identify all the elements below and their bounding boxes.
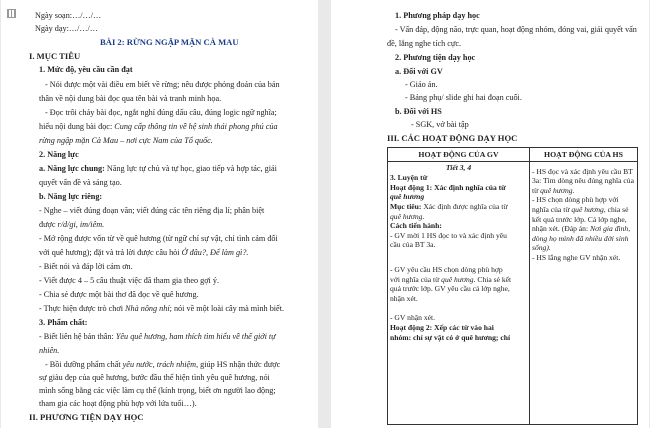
text-run-italic: yêu nước, trách nhiệm bbox=[122, 360, 197, 369]
objective-line: rừng ngập mặn Cà Mau – nơi cực Nam của Tổ quốc. bbox=[39, 136, 213, 145]
heading-for-student: b. Đối với HS bbox=[395, 107, 442, 116]
student-activity-cell bbox=[530, 161, 638, 424]
teacher-activity-text bbox=[390, 173, 527, 342]
text-run: từ bbox=[532, 185, 541, 195]
text-run: Mục tiêu: bbox=[390, 201, 422, 211]
competency-specific-label: b. Năng lực riêng: bbox=[39, 192, 103, 201]
text-run: Cách tiến hành: bbox=[390, 221, 442, 231]
teacher-activity-line bbox=[390, 173, 527, 183]
text-run: nhận xét. (Đáp án: bbox=[532, 224, 590, 234]
text-run: nhận xét. bbox=[390, 293, 418, 303]
teacher-activity-line bbox=[390, 323, 527, 333]
heading-teaching-aids: 2. Phương tiện dạy học bbox=[395, 53, 476, 62]
text-run: quả trước lớp. GV yêu cầu cả lớp nghe, bbox=[390, 284, 510, 294]
lesson-title: BÀI 2: RỪNG NGẬP MẶN CÀ MAU bbox=[100, 37, 239, 47]
text-run: - Bồi dưỡng phẩm chất bbox=[45, 360, 123, 369]
competency-line: - Viết được 4 – 5 câu thuật việc đã tham gia theo gợi ý. bbox=[39, 276, 220, 285]
text-run: - HS lắng nghe GV nhận xét. bbox=[532, 252, 621, 262]
competency-line: quyết vấn đề và sáng tạo. bbox=[39, 178, 122, 187]
quality-line: nhiên. bbox=[39, 346, 60, 355]
teacher-activity-line bbox=[390, 313, 527, 323]
text-run: kết quả trước lớp. Cả lớp nghe, bbox=[532, 214, 627, 224]
text-run-italic: Yêu quê hương, ham thích tìm hiểu về thế giới tự bbox=[115, 332, 276, 341]
text-run: dòng họ mình đã nhiều đời sinh bbox=[532, 233, 629, 243]
text-run: với nghĩa của từ bbox=[390, 274, 442, 284]
text-run: 3a: Tìm dòng nêu đúng nghĩa của bbox=[532, 176, 634, 186]
text-run: - HS đọc và xác định yêu cầu BT bbox=[532, 166, 633, 176]
text-run: sống). bbox=[532, 243, 551, 253]
table-row bbox=[388, 161, 638, 424]
quality-line bbox=[45, 360, 280, 370]
teacher-activity-line bbox=[390, 221, 527, 231]
student-activity-line bbox=[532, 205, 635, 215]
section-heading-objectives: I. MỤC TIÊU bbox=[29, 51, 81, 61]
text-run: Hoạt động 2: Xếp các từ vào hai bbox=[390, 322, 494, 332]
teacher-activity-line bbox=[390, 231, 527, 241]
section-heading-activities: III. CÁC HOẠT ĐỘNG DẠY HỌC bbox=[387, 133, 518, 143]
text-run: - Thực hiện được trò chơi bbox=[39, 304, 126, 313]
activities-table bbox=[387, 147, 638, 425]
teacher-activity-line bbox=[390, 265, 527, 275]
heading-for-teacher: a. Đối với GV bbox=[395, 67, 443, 76]
competency-line: - Biết nói và đáp lời cảm ơn. bbox=[39, 262, 133, 271]
teacher-activity-line bbox=[390, 240, 527, 250]
objective-line: hiểu nội dung bài đọc: Cung cấp thông tin về hệ sinh thái phong phú của bbox=[39, 122, 278, 131]
teacher-activity-line bbox=[390, 192, 527, 202]
text-run: nhóm: chỉ sự vật có ở quê hương; chỉ bbox=[390, 332, 511, 342]
teacher-activity-line bbox=[390, 275, 527, 285]
objective-line: - Đọc trôi chảy bài đọc, ngắt nghỉ đúng dấu câu, đúng logic ngữ nghĩa; bbox=[45, 108, 277, 117]
competency-line bbox=[39, 304, 284, 314]
column-header-student: HOẠT ĐỘNG CỦA HS bbox=[530, 148, 638, 162]
objective-line: thân về nội dung bài đọc qua tên bài và tranh minh họa. bbox=[39, 94, 222, 103]
teacher-activity-line bbox=[390, 284, 527, 294]
competency-line bbox=[39, 248, 248, 258]
subsection-heading-competency: 2. Năng lực bbox=[39, 150, 79, 159]
text-run: - Biết liên hệ bản thân: bbox=[39, 332, 116, 341]
text-run: nghĩa của từ bbox=[532, 204, 572, 214]
text-run: với quê hương); đặt và trả lời được câu hỏi bbox=[39, 248, 182, 257]
text-run-italic: Nhà nông nhí bbox=[125, 304, 170, 313]
text-run: chia sẻ bbox=[605, 204, 629, 214]
objective-line: - Nói được một vài điều em biết về rừng; nêu được phỏng đoán của bản bbox=[45, 80, 280, 89]
text-run: 3. Luyện từ bbox=[390, 173, 428, 183]
text-run: Chia sẻ kết bbox=[475, 274, 512, 284]
text-run: - GV mời 1 HS đọc to và xác định yêu bbox=[390, 230, 507, 240]
methods-line: đề, lắng nghe tích cực. bbox=[387, 39, 462, 48]
text-run: cầu của BT 3a. bbox=[390, 240, 436, 250]
teacher-activity-line bbox=[390, 333, 527, 343]
text-run: Xác định được nghĩa của từ bbox=[421, 201, 508, 211]
competency-line bbox=[39, 220, 104, 230]
competency-general-text: Năng lực tự chủ và tự học, giao tiếp và hợp tác, giải bbox=[104, 164, 277, 173]
quality-line: tham gia các hoạt động phù hợp với lứa tuổi…). bbox=[39, 399, 197, 408]
student-activity-line bbox=[532, 243, 635, 253]
competency-line: - Chia sẻ được một bài thơ đã đọc về quê hương. bbox=[39, 290, 199, 299]
text-run: quê hương bbox=[390, 192, 425, 202]
quality-line bbox=[39, 332, 276, 342]
teacher-activity-line bbox=[390, 202, 527, 212]
teacher-activity-line bbox=[390, 212, 527, 222]
text-run: ; nói về một loài cây mà mình biết. bbox=[169, 304, 285, 313]
table-header-row bbox=[388, 148, 638, 162]
text-run: quê hương. bbox=[390, 211, 425, 221]
text-run-italic: r/d/gi, im/iêm. bbox=[57, 220, 105, 229]
right-page bbox=[331, 0, 649, 428]
competency-general bbox=[39, 164, 277, 174]
student-activity-line bbox=[532, 167, 635, 177]
student-activity-line bbox=[532, 224, 635, 234]
student-activity-line bbox=[532, 176, 635, 186]
competency-general-label: a. Năng lực chung: bbox=[39, 164, 105, 173]
subsection-heading-qualities: 3. Phẩm chất: bbox=[39, 318, 88, 327]
date-teach: Ngày dạy:…/…/… bbox=[35, 24, 98, 33]
teacher-aid-item: - Giáo án. bbox=[405, 80, 438, 89]
quality-line: sự giàu đẹp của quê hương, bước đầu thể hiện tình yêu quê hương, nói bbox=[39, 373, 270, 382]
text-run: Hoạt động 1: Xác định nghĩa của từ bbox=[390, 182, 506, 192]
heading-methods: 1. Phương pháp dạy học bbox=[395, 11, 480, 20]
student-aid-item: - SGK, vở bài tập bbox=[411, 120, 469, 129]
text-run: được bbox=[39, 220, 58, 229]
column-header-teacher: HOẠT ĐỘNG CỦA GV bbox=[388, 148, 530, 162]
methods-line: - Vấn đáp, động não, trực quan, hoạt động nhóm, đóng vai, giải quyết vấn bbox=[395, 25, 637, 34]
text-run: - HS chọn dòng phù hợp với bbox=[532, 195, 619, 205]
student-activity-text bbox=[532, 162, 635, 263]
text-run-italic: Nơi gia đình, bbox=[590, 224, 631, 234]
student-activity-line bbox=[532, 215, 635, 225]
competency-line: - Mở rộng được vốn từ về quê hương (từ ngữ chỉ sự vật, chỉ tình cảm đối bbox=[39, 234, 278, 243]
text-run: - GV yêu cầu HS chọn dòng phù hợp bbox=[390, 264, 503, 274]
student-activity-line bbox=[532, 186, 635, 196]
lesson-period-label: Tiết 3, 4 bbox=[445, 162, 472, 172]
teacher-aid-item: - Bảng phụ/ slide ghi hai đoạn cuối. bbox=[405, 93, 522, 102]
text-run: , giúp HS nhận thức được bbox=[196, 360, 281, 369]
text-run-italic: quê hương, bbox=[571, 204, 606, 214]
text-run-italic: quê hương. bbox=[441, 274, 476, 284]
left-page bbox=[1, 0, 318, 428]
subsection-heading-requirements: 1. Mức độ, yêu cầu cần đạt bbox=[39, 65, 133, 74]
text-run-italic: Ở đâu?, Để làm gì?. bbox=[181, 248, 249, 257]
competency-line: - Nghe – viết đúng đoạn văn; viết đúng các tên riêng địa lí; phân biệt bbox=[39, 206, 265, 215]
teacher-activity-cell bbox=[388, 161, 530, 424]
date-compose: Ngày soạn:…/…/… bbox=[35, 11, 102, 20]
teacher-activity-line bbox=[390, 183, 527, 193]
quality-line: mình sống bằng các việc làm cụ thể (kính trọng, biết ơn người lao động; bbox=[39, 386, 276, 395]
move-handle-icon[interactable] bbox=[7, 9, 16, 18]
student-activity-line bbox=[532, 195, 635, 205]
student-activity-line bbox=[532, 234, 635, 244]
teacher-activity-line bbox=[390, 294, 527, 304]
section-heading-means: II. PHƯƠNG TIỆN DẠY HỌC bbox=[29, 412, 144, 422]
text-run-italic: quê hương. bbox=[540, 185, 575, 195]
text-run: - GV nhận xét. bbox=[390, 313, 435, 323]
student-activity-line bbox=[532, 253, 635, 263]
